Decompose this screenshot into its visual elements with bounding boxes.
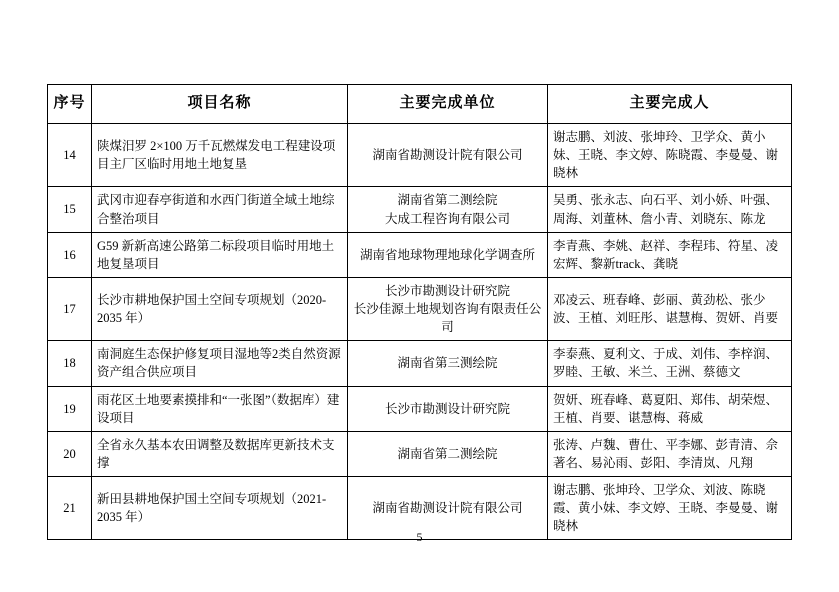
row-main-units xyxy=(348,431,548,476)
row-project-name: 新田县耕地保护国土空间专项规划（2021-2035 年） xyxy=(92,477,348,540)
unit-line: 湖南省第二测绘院 xyxy=(397,446,498,461)
row-project-name: 全省永久基本农田调整及数据库更新技术支撑 xyxy=(92,431,348,476)
column-header-project-name: 项目名称 xyxy=(92,85,348,124)
row-no: 21 xyxy=(48,477,92,540)
achievements-table-container xyxy=(47,84,791,540)
row-no: 15 xyxy=(48,187,92,232)
row-project-name: 陕煤汨罗 2×100 万千瓦燃煤发电工程建设项目主厂区临时用地土地复垦 xyxy=(92,124,348,187)
row-main-units xyxy=(348,341,548,386)
table-header-row xyxy=(48,85,792,124)
row-no: 14 xyxy=(48,124,92,187)
row-main-people: 谢志鹏、刘波、张坤玲、卫学众、黄小妹、王晓、李文婷、陈晓霞、李曼曼、谢晓林 xyxy=(548,124,792,187)
row-main-people: 吴勇、张永志、向石平、刘小娇、叶强、周海、刘董林、詹小青、刘晓东、陈龙 xyxy=(548,187,792,232)
table-row xyxy=(48,187,792,232)
row-project-name: 武冈市迎春亭街道和水西门街道全域土地综合整治项目 xyxy=(92,187,348,232)
row-main-people: 邓凌云、班春峰、彭丽、黄劲松、张少波、王植、刘旺彤、谌慧梅、贺妍、肖要 xyxy=(548,277,792,340)
row-main-people: 李泰燕、夏利文、于成、刘伟、李梓润、罗睦、王敏、米兰、王洲、蔡德文 xyxy=(548,341,792,386)
column-header-no: 序号 xyxy=(48,85,92,124)
column-header-main-people: 主要完成人 xyxy=(548,85,792,124)
row-main-units xyxy=(348,124,548,187)
table-row xyxy=(48,124,792,187)
row-project-name: 南洞庭生态保护修复项目湿地等2类自然资源资产组合供应项目 xyxy=(92,341,348,386)
row-main-people: 贺妍、班春峰、葛夏阳、郑伟、胡荣煜、王植、肖要、谌慧梅、蒋威 xyxy=(548,386,792,431)
table-row xyxy=(48,386,792,431)
unit-line: 湖南省勘测设计院有限公司 xyxy=(372,501,523,516)
row-main-people: 李青燕、李姚、赵祥、李程玮、符星、凌宏辉、黎新track、龚晓 xyxy=(548,232,792,277)
row-project-name: 长沙市耕地保护国土空间专项规划（2020-2035 年） xyxy=(92,277,348,340)
table-row xyxy=(48,232,792,277)
unit-line: 湖南省勘测设计院有限公司 xyxy=(372,148,523,163)
row-no: 19 xyxy=(48,386,92,431)
page-number: 5 xyxy=(416,530,423,544)
unit-line: 湖南省地球物理地球化学调查所 xyxy=(359,247,535,262)
unit-line: 大成工程咨询有限公司 xyxy=(384,211,510,226)
row-main-units xyxy=(348,187,548,232)
row-main-people: 谢志鹏、张坤玲、卫学众、刘波、陈晓霞、黄小妹、李文婷、王晓、李曼曼、谢晓林 xyxy=(548,477,792,540)
row-main-people: 张涛、卢魏、曹仕、平李娜、彭青清、佘著名、易沁雨、彭阳、李清岚、凡翔 xyxy=(548,431,792,476)
table-row xyxy=(48,431,792,476)
row-no: 16 xyxy=(48,232,92,277)
row-no: 18 xyxy=(48,341,92,386)
column-header-main-units: 主要完成单位 xyxy=(348,85,548,124)
row-project-name: 雨花区土地要素摸排和“一张图”（数据库）建设项目 xyxy=(92,386,348,431)
row-no: 17 xyxy=(48,277,92,340)
unit-line: 长沙佳源土地规划咨询有限责任公司 xyxy=(353,302,542,335)
unit-line: 长沙市勘测设计研究院 xyxy=(384,283,510,298)
table-row xyxy=(48,277,792,340)
unit-line: 长沙市勘测设计研究院 xyxy=(384,401,510,416)
achievements-table xyxy=(47,84,792,540)
row-main-units xyxy=(348,232,548,277)
row-no: 20 xyxy=(48,431,92,476)
row-main-units xyxy=(348,386,548,431)
unit-line: 湖南省第三测绘院 xyxy=(397,356,498,371)
unit-line: 湖南省第二测绘院 xyxy=(397,193,498,208)
table-row xyxy=(48,341,792,386)
row-main-units xyxy=(348,277,548,340)
row-project-name: G59 新新高速公路第二标段项目临时用地土地复垦项目 xyxy=(92,232,348,277)
